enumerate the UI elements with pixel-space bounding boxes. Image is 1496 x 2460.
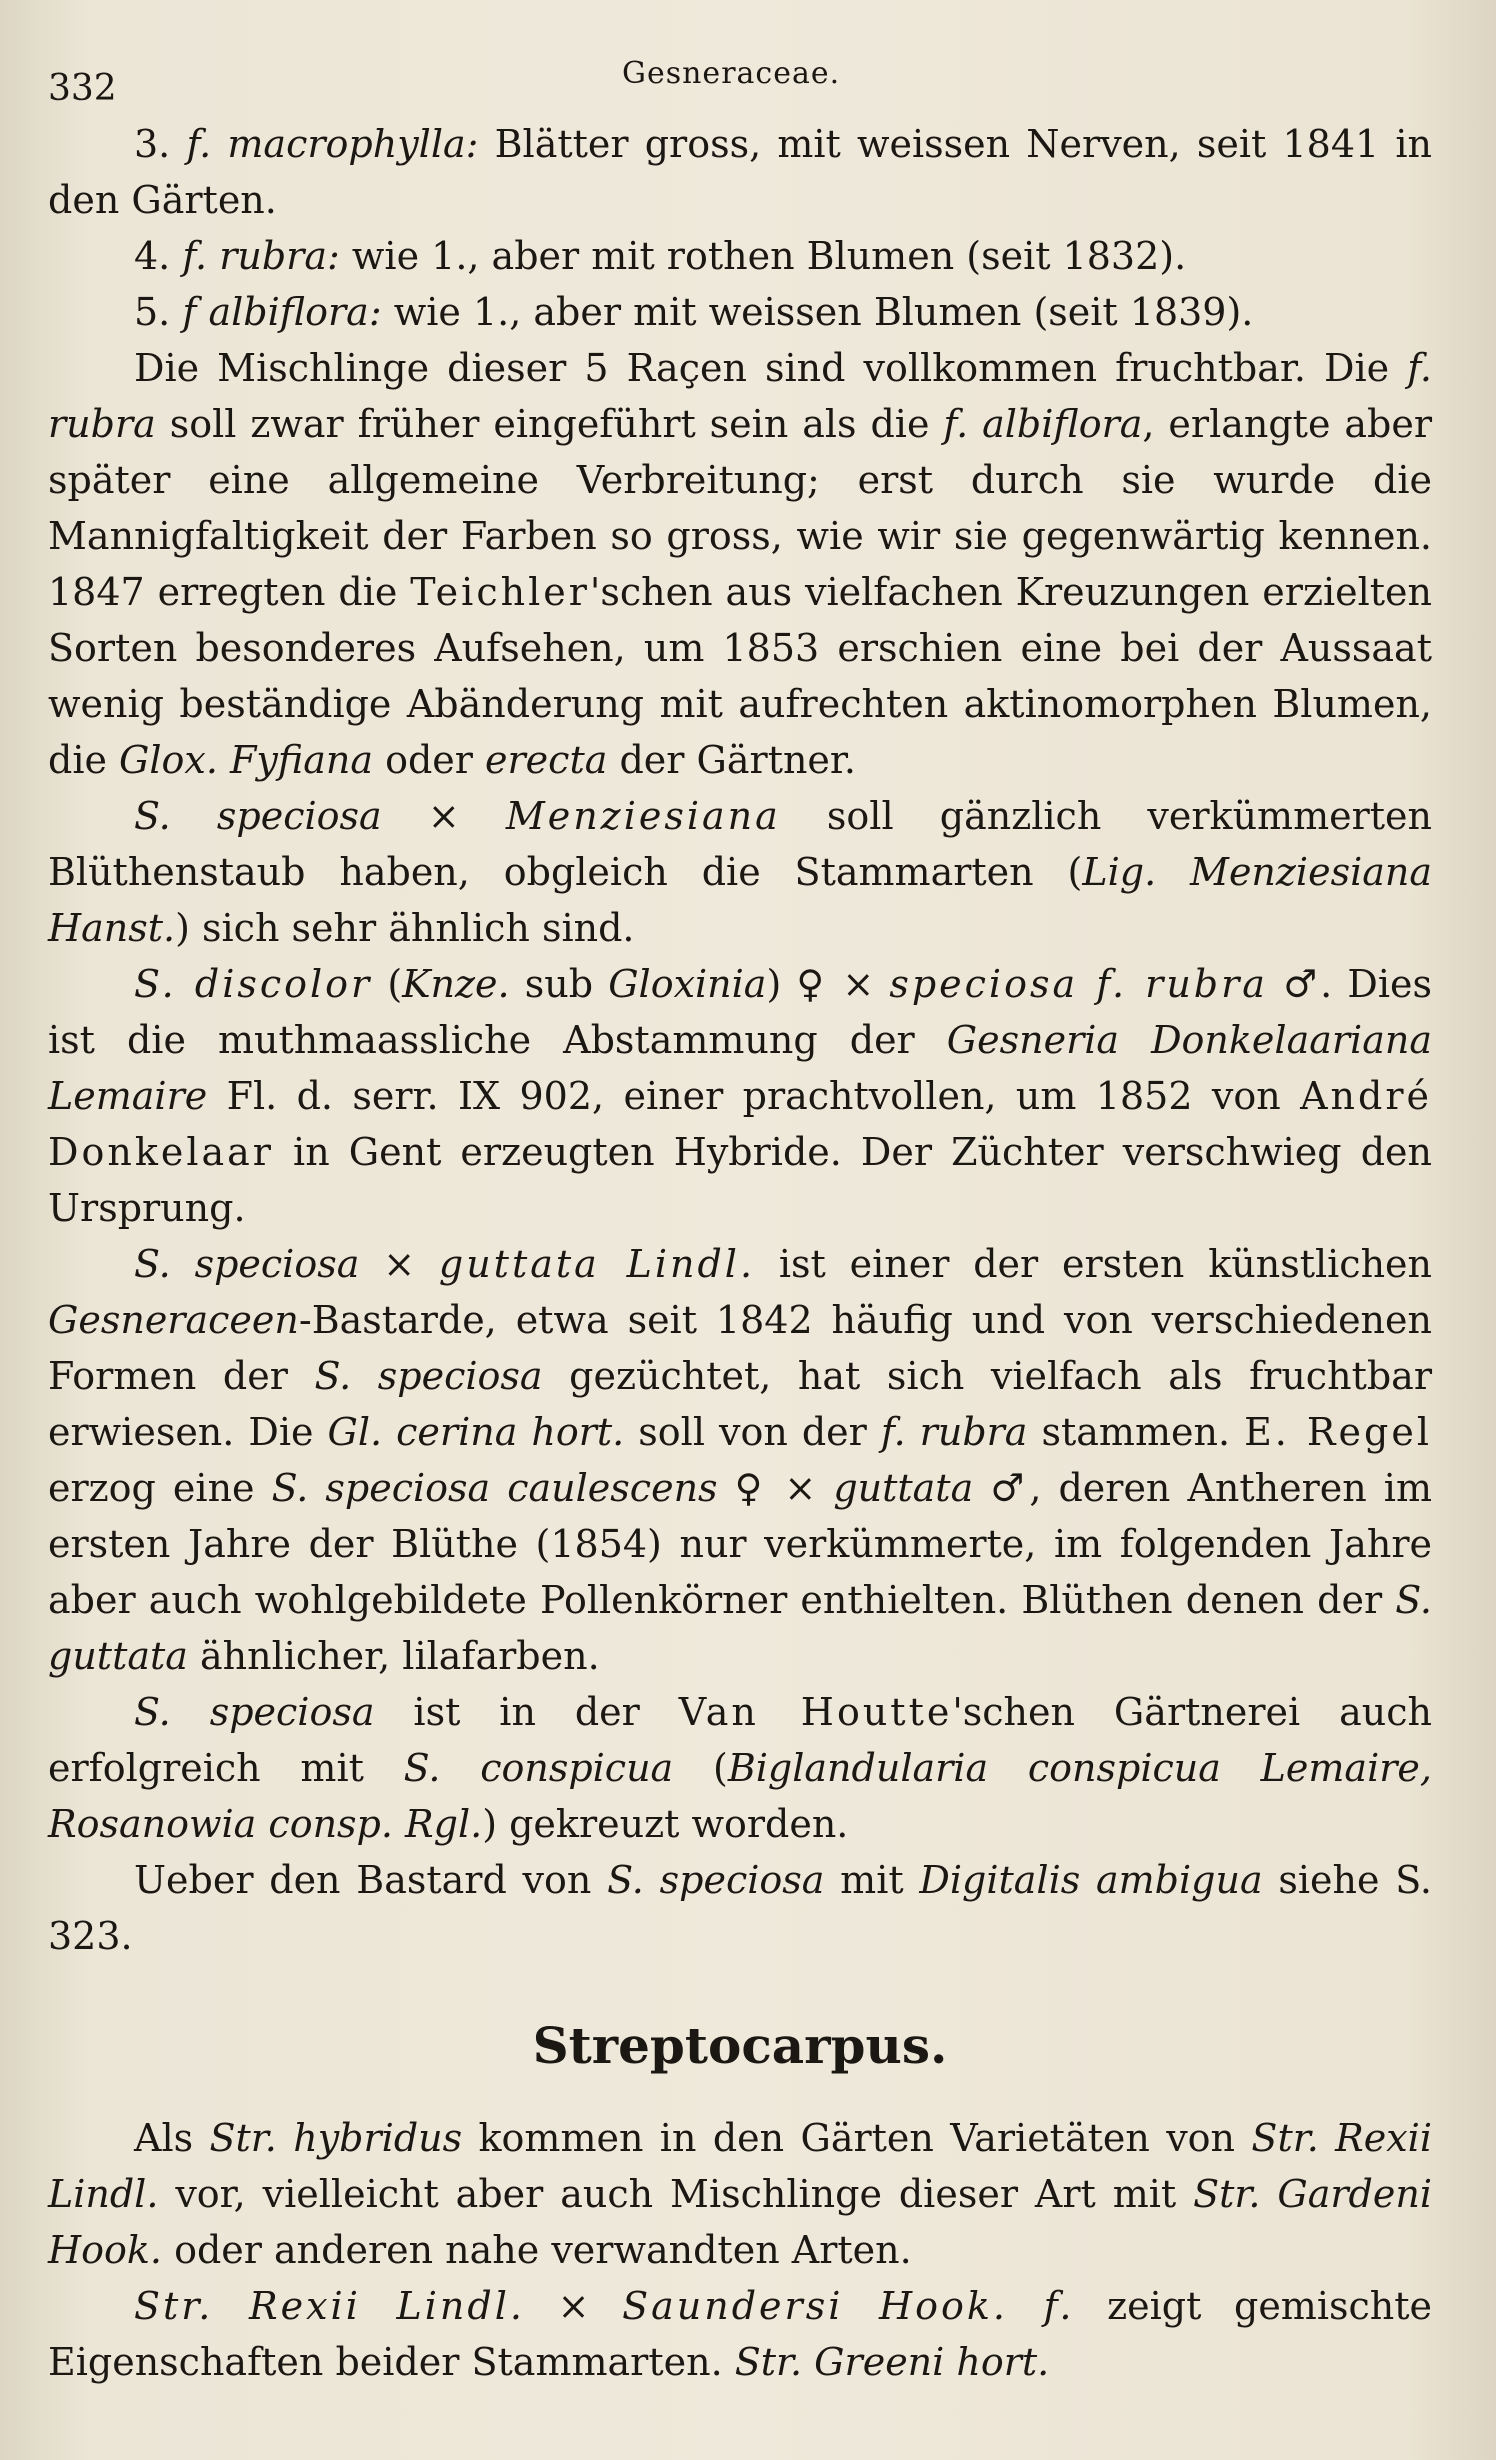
text-run: mit: [824, 1858, 920, 1902]
text-run: Knze.: [402, 962, 510, 1006]
paragraph-speciosa-conspicua: [48, 1684, 1432, 1852]
text-run: 4.: [134, 234, 183, 278]
text-run: S. speciosa: [314, 1354, 543, 1398]
text-run: Ueber den Bastard von: [134, 1858, 608, 1902]
text-run: Gesneria Donkelaariana Lemaire: [48, 1018, 1432, 1118]
text-run: guttata Lindl.: [438, 1242, 756, 1286]
text-run: oder anderen nahe verwandten Arten.: [162, 2228, 912, 2272]
text-run: f. rubra: [880, 1410, 1028, 1454]
paragraph-variety-albiflora: [48, 284, 1432, 340]
text-run: S. speciosa caulescens: [271, 1466, 718, 1510]
text-run: ♂. Dies ist die muthmaassliche Abstammung der: [48, 962, 1432, 1062]
text-run: 5.: [134, 290, 183, 334]
running-title: Gesneraceae.: [622, 56, 841, 91]
text-run: Str. Greeni hort.: [734, 2340, 1050, 2384]
text-run: S. speciosa: [134, 1242, 360, 1286]
paragraph-speciosa-menziesiana: [48, 788, 1432, 956]
text-run: Als: [134, 2116, 210, 2160]
text-run: (: [673, 1746, 728, 1790]
text-run: gezüchtet, hat sich vielfach als fruchtbar erwiesen. Die: [48, 1354, 1432, 1454]
text-run: Lig. Menziesiana Hanst.: [48, 850, 1433, 950]
text-run: Gesneraceen: [48, 1298, 299, 1342]
text-run: , erlangte aber später eine allgemeine Verbreitung; erst durch sie wurde die Mannigfaltigkeit der Farben so gross, wie wir sie gegenwärtig kennen. 1847 erregten die: [48, 402, 1432, 614]
paragraph-str-hybridus: [48, 2110, 1432, 2278]
paragraph-discolor: [48, 956, 1432, 1236]
text-run: guttata: [833, 1466, 974, 1510]
text-run: 3.: [134, 122, 187, 166]
text-run: S. speciosa: [134, 1690, 375, 1734]
text-run: ähnlicher, lilafarben.: [187, 1634, 600, 1678]
text-run: zeigt gemischte Eigenschaften beider Stammarten.: [48, 2284, 1433, 2384]
text-run: Die Mischlinge dieser 5 Raçen sind vollkommen fruchtbar. Die: [134, 346, 1408, 390]
text-run: siehe S. 323.: [48, 1858, 1432, 1958]
text-run: Str. Rexii Lindl.: [134, 2284, 525, 2328]
text-run: Glox. Fyfiana: [119, 738, 373, 782]
text-run: Menziesiana: [505, 794, 781, 838]
text-run: -Bastarde, etwa seit 1842 häufig und von verschiedenen Formen der: [48, 1298, 1432, 1398]
paragraph-digitalis-reference: [48, 1852, 1432, 1964]
text-run: ×: [524, 2284, 623, 2328]
text-run: ) ♀ ×: [766, 962, 890, 1006]
text-run: Digitalis ambigua: [919, 1858, 1263, 1902]
text-run: soll gänzlich verkümmerten Blüthenstaub haben, obgleich die Stammarten (: [48, 794, 1433, 894]
text-run: Saundersi Hook. f.: [622, 2284, 1075, 2328]
text-run: kommen in den Gärten Varietäten von: [462, 2116, 1252, 2160]
paragraph-variety-macrophylla: [48, 116, 1432, 228]
paragraph-str-rexii-saundersi: [48, 2278, 1432, 2390]
text-run: S. conspicua: [403, 1746, 674, 1790]
text-run: der Gärtner.: [607, 738, 856, 782]
text-run: 'schen aus vielfachen Kreuzungen erzielten Sorten besonderes Aufsehen, um 1853 erschien eine bei der Aussaat wenig beständige Abänderung mit aufrechten aktinomorphen Blumen, die: [48, 570, 1432, 782]
text-run: Gloxinia: [608, 962, 767, 1006]
section-heading: Streptocarpus.: [532, 2016, 948, 2075]
text-run: E. Regel: [1244, 1410, 1432, 1454]
text-run: sub: [509, 962, 609, 1006]
text-run: in Gent erzeugten Hybride. Der Züchter verschwieg den Ursprung.: [48, 1130, 1432, 1230]
text-run: S. speciosa: [134, 794, 382, 838]
text-run: S. discolor: [134, 962, 373, 1006]
text-run: ist in der: [374, 1690, 679, 1734]
text-run: Blätter gross, mit weissen Nerven, seit 1841 in den Gärten.: [48, 122, 1432, 222]
text-run: vor, vielleicht aber auch Mischlinge dieser Art mit: [158, 2172, 1194, 2216]
paragraph-variety-rubra: [48, 228, 1432, 284]
text-run: S. guttata: [48, 1578, 1432, 1678]
paragraph-speciosa-guttata: [48, 1236, 1432, 1684]
body-text: [48, 116, 1432, 2390]
text-run: erzog eine: [48, 1466, 272, 1510]
text-run: wie 1., aber mit weissen Blumen (seit 1839).: [381, 290, 1254, 334]
text-run: ) gekreuzt worden.: [482, 1802, 849, 1846]
text-run: ♂, deren Antheren im ersten Jahre der Blüthe (1854) nur verkümmerte, im folgenden Jahre aber auch wohlgebildete Pollenkörner enthielten. Blüthen denen der: [48, 1466, 1432, 1622]
text-run: Gl. cerina hort.: [327, 1410, 625, 1454]
text-run: soll von der: [624, 1410, 881, 1454]
text-run: Teichler: [410, 570, 590, 614]
text-run: Van Houtte: [678, 1690, 953, 1734]
text-run: ×: [359, 1242, 439, 1286]
text-run: soll zwar früher eingeführt sein als die: [155, 402, 944, 446]
text-run: (: [372, 962, 403, 1006]
text-run: 'schen Gärtnerei auch erfolgreich mit: [48, 1690, 1432, 1790]
text-run: André Donkelaar: [48, 1074, 1432, 1174]
running-head: [48, 56, 1432, 116]
text-run: erecta: [485, 738, 608, 782]
text-run: speciosa f. rubra: [889, 962, 1268, 1006]
text-run: ♀ ×: [717, 1466, 834, 1510]
text-run: Str. Rexii Lindl.: [48, 2116, 1432, 2216]
text-run: f. rubra: [48, 346, 1432, 446]
text-run: f. albiflora: [943, 402, 1143, 446]
text-run: Fl. d. serr. IX 902, einer prachtvollen, um 1852 von: [207, 1074, 1301, 1118]
text-run: Biglandularia conspicua Lemaire, Rosanowia consp. Rgl.: [48, 1746, 1432, 1846]
text-run: stammen.: [1027, 1410, 1245, 1454]
text-run: f albiflora:: [182, 290, 382, 334]
text-run: Str. hybridus: [209, 2116, 463, 2160]
text-run: ist einer der ersten künstlichen: [755, 1242, 1433, 1286]
text-run: S. speciosa: [607, 1858, 825, 1902]
paragraph-hybrids-history: [48, 340, 1432, 788]
text-run: f. macrophylla:: [186, 122, 479, 166]
text-run: Str. Gardeni Hook.: [48, 2172, 1432, 2272]
text-run: ) sich sehr ähnlich sind.: [175, 906, 635, 950]
text-run: ×: [381, 794, 506, 838]
text-run: oder: [373, 738, 486, 782]
text-run: wie 1., aber mit rothen Blumen (seit 1832).: [339, 234, 1187, 278]
text-run: f. rubra:: [182, 234, 340, 278]
page-number: 332: [48, 68, 117, 109]
